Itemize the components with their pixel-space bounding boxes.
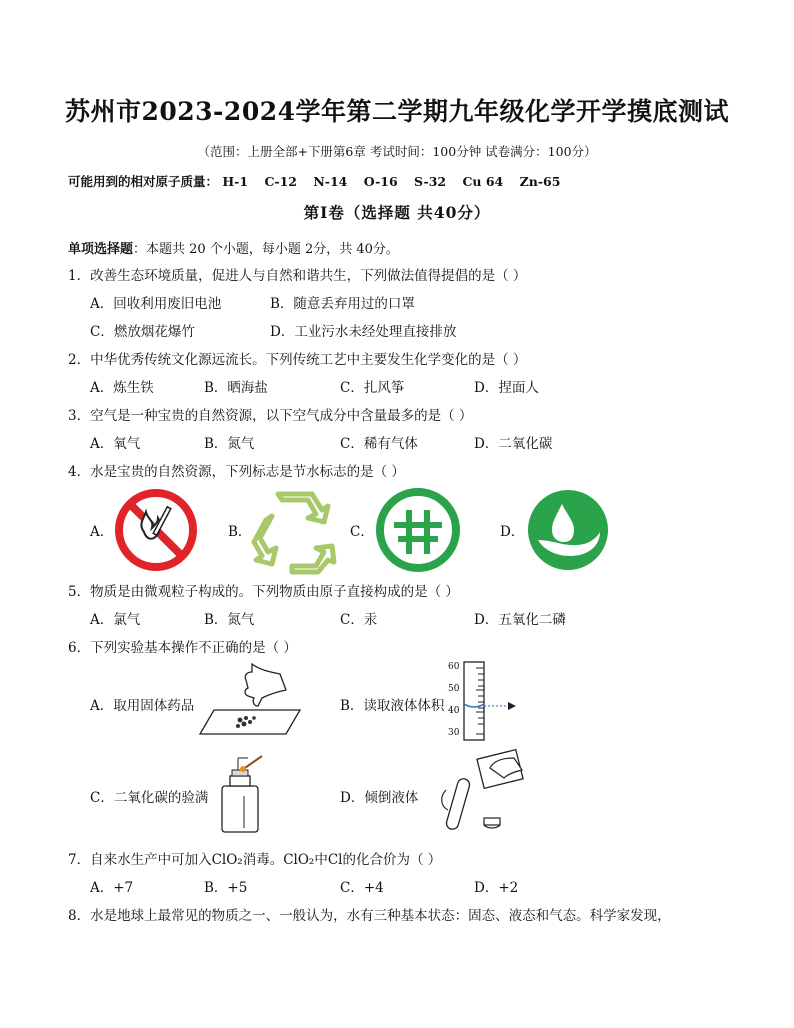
mass-c: C-12: [264, 174, 297, 189]
question-4-stem: 4．水是宝贵的自然资源，下列标志是节水标志的是（ ）: [68, 464, 405, 480]
q2-option-b: B．晒海盐: [204, 380, 268, 396]
q7-option-a: A．+7: [90, 880, 134, 896]
exam-title: 苏州市2023-2024学年第二学期九年级化学开学摸底测试: [64, 97, 730, 126]
question-6-stem: 6．下列实验基本操作不正确的是（ ）: [68, 640, 297, 656]
tick-label-40: 40: [448, 706, 460, 716]
q4-option-d: D．: [500, 524, 525, 540]
q5-option-a: A．氯气: [90, 612, 141, 628]
question-1-stem: 1．改善生态环境质量，促进人与自然和谐共生，下列做法值得提倡的是（ ）: [68, 268, 527, 284]
recycle-sign-icon: [252, 486, 338, 572]
q3-option-d: D．二氧化碳: [474, 436, 553, 452]
q1-option-a: A．回收利用废旧电池: [90, 296, 222, 312]
q2-option-c: C．扎风筝: [340, 380, 405, 396]
volume-title: 第Ⅰ卷（选择题 共40分）: [303, 203, 491, 222]
q6-option-d: D．倾倒液体: [340, 790, 419, 806]
water-saving-sign-icon: [526, 488, 610, 572]
q2-option-a: A．炼生铁: [90, 380, 154, 396]
question-2-stem: 2．中华优秀传统文化源远流长。下列传统工艺中主要发生化学变化的是（ ）: [68, 352, 527, 368]
pouring-liquid-icon: [434, 750, 534, 834]
mass-o: O-16: [363, 174, 398, 189]
q5-option-b: B．氮气: [204, 612, 255, 628]
q6-option-a: A．取用固体药品: [90, 698, 195, 714]
q6-option-b: B．读取液体体积: [340, 698, 445, 714]
q1-option-d: D．工业污水未经处理直接排放: [270, 324, 457, 340]
q3-option-c: C．稀有气体: [340, 436, 418, 452]
q2-option-d: D．捏面人: [474, 380, 539, 396]
section-text: ：本题共 20 个小题，每小题 2分，共 40分。: [133, 242, 399, 257]
masses-label: 可能用到的相对原子质量：: [68, 174, 219, 189]
q5-option-d: D．五氧化二磷: [474, 612, 566, 628]
section-label: 单项选择题: [68, 242, 134, 257]
atomic-masses: [68, 172, 572, 190]
q4-option-b: B．: [228, 524, 252, 540]
q3-option-a: A．氧气: [90, 436, 141, 452]
q4-option-a: A．: [90, 524, 114, 540]
green-circle-sign-icon: [376, 488, 460, 572]
no-fire-sign-icon: [114, 488, 198, 572]
mass-zn: Zn-65: [519, 174, 561, 189]
mass-s: S-32: [414, 174, 447, 189]
question-3-stem: 3．空气是一种宝贵的自然资源，以下空气成分中含量最多的是（ ）: [68, 408, 473, 424]
exam-scope: （范围：上册全部+下册第6章 考试时间：100分钟 试卷满分：100分）: [197, 144, 597, 159]
section-heading: [68, 238, 399, 257]
q6-option-c: C．二氧化碳的验满: [90, 790, 209, 806]
question-5-stem: 5．物质是由微观粒子构成的。下列物质由原子直接构成的是（ ）: [68, 584, 459, 600]
mass-n: N-14: [313, 174, 348, 189]
q5-option-c: C．汞: [340, 612, 378, 628]
mass-cu: Cu 64: [462, 174, 504, 189]
tick-label-50: 50: [448, 684, 460, 694]
mass-h: H-1: [222, 174, 249, 189]
q7-option-b: B．+5: [204, 880, 248, 896]
co2-bottle-test-icon: [218, 756, 270, 834]
tick-label-60: 60: [448, 662, 460, 672]
question-7-stem: 7．自来水生产中可加入ClO₂消毒。ClO₂中Cl的化合价为（ ）: [68, 852, 442, 868]
question-8-stem: 8．水是地球上最常见的物质之一、一般认为，水有三种基本状态：固态、液态和气态。科学家发现，: [68, 908, 671, 924]
q4-option-c: C．: [350, 524, 374, 540]
q7-option-c: C．+4: [340, 880, 384, 896]
q1-option-c: C．燃放烟花爆竹: [90, 324, 195, 340]
solid-reagent-illustration-icon: [200, 660, 300, 740]
q1-option-b: B．随意丢弃用过的口罩: [270, 296, 415, 312]
tick-label-30: 30: [448, 728, 460, 738]
q7-option-d: D．+2: [474, 880, 519, 896]
q3-option-b: B．氮气: [204, 436, 255, 452]
